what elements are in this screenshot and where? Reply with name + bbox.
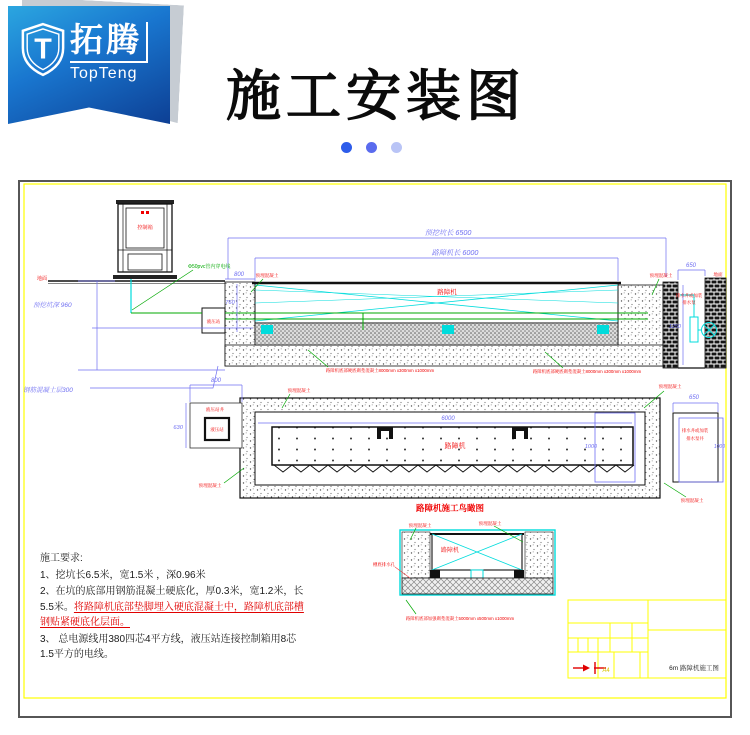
plan-view bbox=[173, 378, 725, 513]
construction-requirements bbox=[40, 550, 304, 664]
end-base-note: 路障机底部加强砌垫混凝土5000mm x500mm x1000mm bbox=[405, 616, 515, 621]
end-foot bbox=[514, 570, 524, 578]
plan-caption: 路障机施工鸟瞰图 bbox=[415, 503, 485, 513]
machine-label-plan: 路障机 bbox=[444, 443, 466, 450]
plan-embed-br: 预埋混凝土 bbox=[680, 498, 704, 503]
ground-label-right: 地面 bbox=[713, 272, 723, 277]
requirements-heading: 施工要求: bbox=[40, 553, 83, 564]
plan-dim-630: 630 bbox=[173, 425, 183, 431]
end-base bbox=[402, 578, 553, 594]
machine-foot bbox=[261, 325, 273, 334]
hardened-bed bbox=[255, 323, 618, 345]
indicator-dot bbox=[141, 211, 144, 214]
base-note-right: 路障机底部硬底砌垫混凝土8000mm x300mm x1000mm bbox=[532, 369, 642, 374]
logo-brand bbox=[70, 22, 148, 83]
shield-letter: T bbox=[34, 33, 52, 66]
plan-embed-tl: 预埋混凝土 bbox=[287, 388, 311, 393]
drain-hole-label: 槽底排水孔 bbox=[373, 562, 395, 567]
machine-label-elevation: 路障机 bbox=[437, 289, 457, 296]
plan-embed-bl: 预埋混凝土 bbox=[198, 483, 222, 488]
dot-3 bbox=[391, 142, 402, 153]
hydraulic-station-plan-label: 液压站 bbox=[210, 427, 224, 432]
drain-well-note-1: 排水井或加装 bbox=[675, 293, 703, 298]
dim-pit-length: 预挖坑长 6500 bbox=[424, 228, 472, 237]
dim-760: 760 bbox=[225, 300, 235, 306]
plan-dim-1000-right: 1000 bbox=[713, 444, 725, 450]
control-box-label: 控制箱 bbox=[137, 225, 153, 231]
end-embed-left: 预埋混凝土 bbox=[408, 523, 432, 528]
embed-concrete-left: 预埋混凝土 bbox=[255, 273, 279, 278]
machine-label-end: 路障机 bbox=[440, 548, 460, 554]
construction-drawing-sheet bbox=[18, 180, 732, 718]
control-box bbox=[113, 200, 177, 279]
end-embed-right: 预埋混凝土 bbox=[478, 521, 502, 526]
requirement-item-2-black: 2、在坑的底部用钢筋混凝土硬底化，厚0.3米，宽1.2米，长5.5米。 bbox=[40, 586, 304, 613]
paper-size: A4 bbox=[602, 668, 610, 674]
page-title: 施工安装图 bbox=[226, 65, 527, 127]
hydraulic-well-label: 液压站井 bbox=[205, 407, 225, 412]
hydraulic-station-label: 液压站 bbox=[206, 319, 221, 324]
drain-channel bbox=[471, 570, 483, 578]
brand-name-en: TopTeng bbox=[70, 65, 138, 82]
topteng-logo bbox=[8, 6, 170, 124]
plan-drain-note-1: 排水井或加装 bbox=[681, 428, 709, 433]
plan-dim-1000: 1000 bbox=[584, 444, 598, 450]
title-dots bbox=[341, 142, 402, 153]
dim-1250: 1250 bbox=[668, 324, 681, 330]
conduit-note: Φ50pvc管内穿电线 bbox=[188, 264, 231, 270]
base-note-left: 路障机底部硬底砌垫混凝土8000mm x300mm x1000mm bbox=[325, 368, 435, 373]
plan-dim-650: 650 bbox=[688, 395, 700, 401]
shield-icon bbox=[20, 22, 66, 78]
dim-800: 800 bbox=[233, 272, 245, 278]
drawing-name: 6m 路障机施工图 bbox=[669, 665, 719, 672]
dot-1 bbox=[341, 142, 352, 153]
requirement-item-2-red: 将路障机底部垫脚埋入硬底混凝土中，路障机底部槽钢贴紧硬底化层面。 bbox=[40, 601, 304, 628]
pit-base-layer bbox=[225, 345, 663, 366]
requirement-item-3: 3、 总电源线用380四芯4平方线，液压站连接控制箱用8芯1.5平方的电线。 bbox=[40, 633, 297, 660]
indicator-dot bbox=[146, 211, 149, 214]
plan-drain-note-2: 排水泵井 bbox=[686, 436, 704, 441]
dim-pit-depth: 预挖坑深 960 bbox=[33, 302, 72, 309]
drain-well-note-2: 排水泵 bbox=[682, 300, 696, 305]
dim-650: 650 bbox=[685, 263, 697, 269]
machine-foot bbox=[442, 325, 454, 334]
brand-name-cn: 拓腾 bbox=[70, 22, 148, 63]
plan-dim-6000: 6000 bbox=[441, 416, 455, 422]
plan-embed-tr: 预埋混凝土 bbox=[658, 384, 682, 389]
rebar-layer-label: 钢筋混凝土层300 bbox=[23, 387, 73, 394]
drain-well-plan bbox=[673, 413, 718, 482]
plan-dim-800: 800 bbox=[210, 378, 222, 384]
dot-2 bbox=[366, 142, 377, 153]
end-foot bbox=[430, 570, 440, 578]
requirement-item-1: 1、挖坑长6.5米，宽1.5米 ，深0.96米 bbox=[40, 569, 206, 581]
dim-machine-length: 路障机长 6000 bbox=[431, 248, 479, 257]
requirement-item-2 bbox=[40, 584, 304, 631]
embed-concrete-right: 预埋混凝土 bbox=[649, 273, 673, 278]
machine-foot bbox=[597, 325, 609, 334]
ground-label-left: 地面 bbox=[37, 276, 48, 282]
